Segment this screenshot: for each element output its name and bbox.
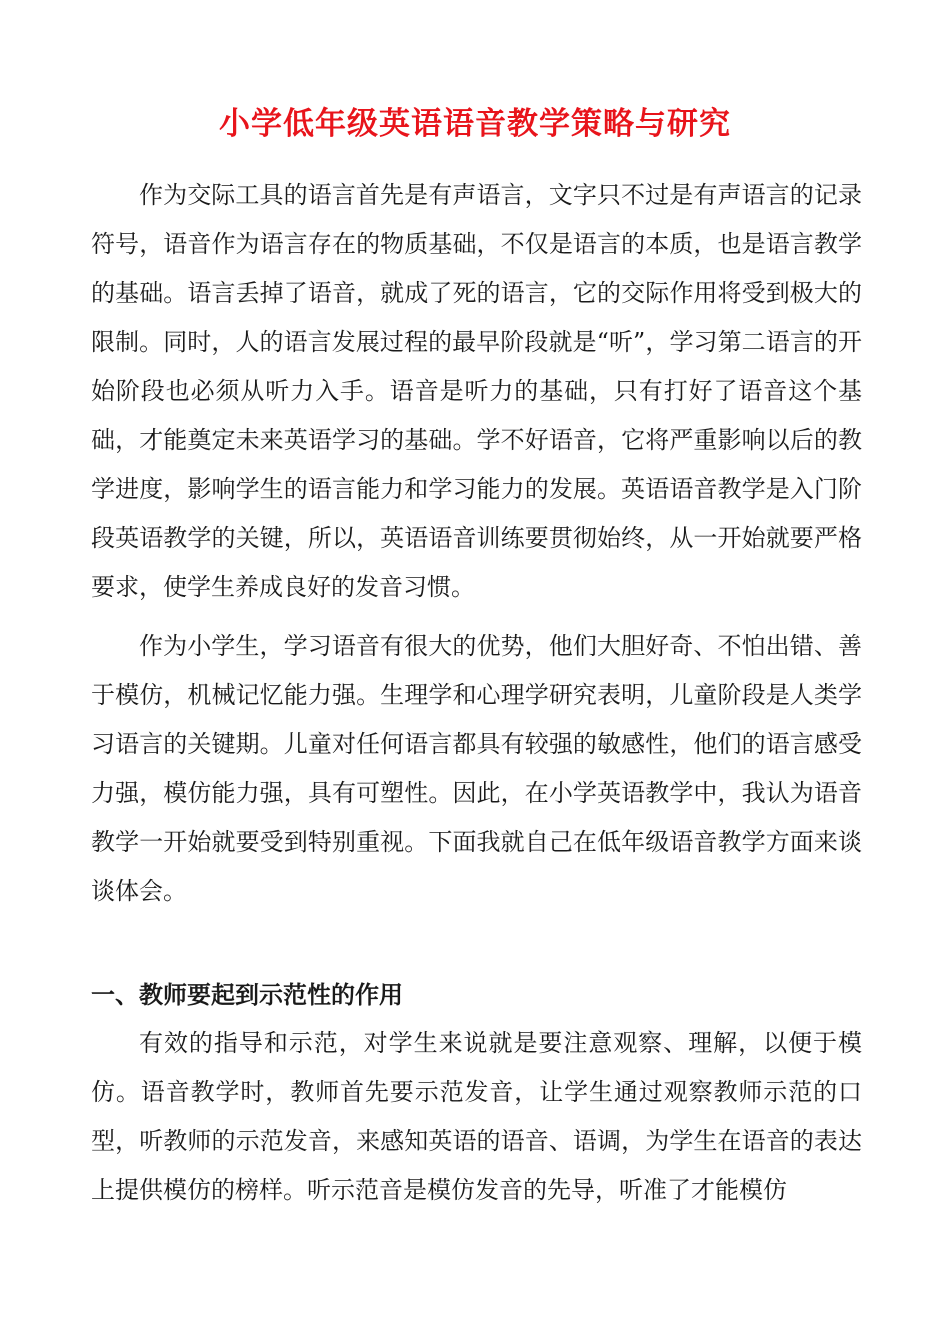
section-heading-teacher-demonstration: 一、教师要起到示范性的作用 xyxy=(91,980,403,1009)
paragraph-students-advantage: 作为小学生，学习语音有很大的优势，他们大胆好奇、不怕出错、善于模仿，机械记忆能力强。生理学和心理学研究表明，儿童阶段是人类学习语言的关键期。儿童对任何语言都具有较强的敏感性，他们的语言感受力强，模仿能力强，具有可塑性。因此，在小学英语教学中，我认为语音教学一开始就要受到特别重视。下面我就自己在低年级语音教学方面来谈谈体会。 xyxy=(91,632,862,905)
paragraph-intro: 作为交际工具的语言首先是有声语言，文字只不过是有声语言的记录符号，语音作为语言存在的物质基础，不仅是语言的本质，也是语言教学的基础。语言丢掉了语音，就成了死的语言，它的交际作用将受到极大的限制。同时，人的语言发展过程的最早阶段就是“听”，学习第二语言的开始阶段也必须从听力入手。语音是听力的基础，只有打好了语音这个基础，才能奠定未来英语学习的基础。学不好语音，它将严重影响以后的教学进度，影响学生的语言能力和学习能力的发展。英语语音教学是入门阶段英语教学的关键，所以，英语语音训练要贯彻始终，从一开始就要严格要求，使学生养成良好的发音习惯。 xyxy=(91,181,862,601)
document-title: 小学低年级英语语音教学策略与研究 xyxy=(219,106,731,142)
paragraph-teacher-demonstration: 有效的指导和示范，对学生来说就是要注意观察、理解，以便于模仿。语音教学时，教师首先要示范发音，让学生通过观察教师示范的口型，听教师的示范发音，来感知英语的语音、语调，为学生在语音的表达上提供模仿的榜样。听示范音是模仿发音的先导，听准了才能模仿 xyxy=(91,1029,862,1204)
